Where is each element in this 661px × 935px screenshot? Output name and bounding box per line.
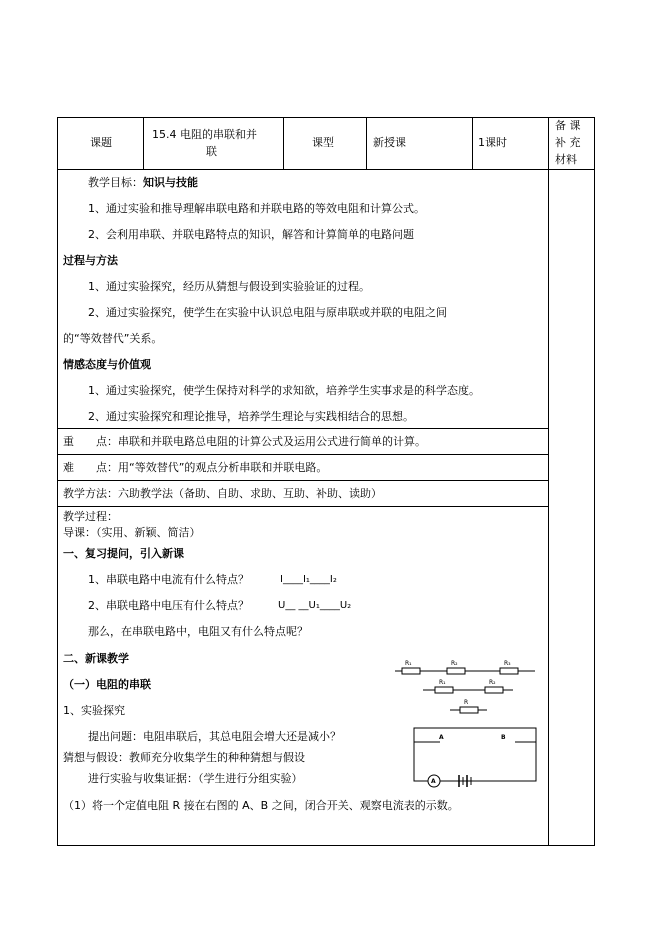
difficult-point-text: 用“等效替代”的观点分析串联和并联电路。 <box>118 461 328 474</box>
table-right-border <box>594 117 595 846</box>
label-r3-top: R₃ <box>504 660 511 667</box>
question-1: 1、串联电路中电流有什么特点？ <box>88 573 249 586</box>
process-intro: 导课：（实用、新颖、简洁） <box>63 526 201 539</box>
section-1-heading: 一、复习提问，引入新课 <box>63 547 184 560</box>
difficult-bottom-border <box>57 480 548 481</box>
key-point-label: 重 点： <box>63 435 118 448</box>
label-r2-middle: R₂ <box>489 679 496 686</box>
label-r-single: R <box>464 699 469 706</box>
hypothesis: 猜想与假设：教师充分收集学生的种种猜想与假设 <box>63 751 305 764</box>
header-divider-3 <box>366 117 367 169</box>
conduct-experiment: 进行实验与收集证据：（学生进行分组实验） <box>88 772 303 785</box>
table-top-border <box>57 117 595 118</box>
objectives-bottom-border <box>57 428 548 429</box>
key-point-text: 串联和并联电路总电阻的计算公式及运用公式进行简单的计算。 <box>118 435 426 448</box>
process-heading: 教学过程： <box>63 510 118 523</box>
question-2-formula: U__ __U₁____U₂ <box>278 600 352 611</box>
header-topic-title-line2: 联 <box>206 145 217 158</box>
key-point-row <box>63 435 426 449</box>
label-r1-middle: R₁ <box>439 679 446 686</box>
header-notes-line2: 补 充 <box>555 136 581 149</box>
header-bottom-border <box>57 169 595 170</box>
ask-question: 提出问题：电阻串联后，其总电阻会增大还是减小？ <box>88 730 341 743</box>
section-2-heading: 二、新课教学 <box>63 652 129 665</box>
circuit-loop <box>414 728 536 781</box>
header-divider-4 <box>472 117 473 169</box>
objectives-heading-knowledge: 知识与技能 <box>143 176 198 189</box>
header-periods: 1课时 <box>478 136 507 149</box>
question-1-formula: I____I₁____I₂ <box>280 574 337 585</box>
table-bottom-border <box>57 845 595 846</box>
header-divider-1 <box>143 117 144 169</box>
objective-emotion-1: 1、通过实验探究，使学生保持对科学的求知欲，培养学生实事求是的科学态度。 <box>88 384 480 397</box>
experiment-step-1: （1）将一个定值电阻 R 接在右图的 A、B 之间，闭合开关、观察电流表的示数。 <box>63 799 459 812</box>
question-3: 那么，在串联电路中，电阻又有什么特点呢？ <box>88 625 308 638</box>
process-method-heading: 过程与方法 <box>63 254 118 267</box>
label-point-a: A <box>439 734 444 741</box>
table-left-border <box>57 117 58 846</box>
resistor-r-single <box>460 707 478 713</box>
experiment-heading: 1、实验探究 <box>63 704 125 717</box>
header-divider-2 <box>283 117 284 169</box>
objectives-heading-prefix: 教学目标： <box>88 176 143 189</box>
objective-knowledge-2: 2、会利用串联、并联电路特点的知识，解答和计算简单的电路问题 <box>88 228 414 241</box>
objectives-heading <box>88 176 198 190</box>
objective-process-2-cont: 的“等效替代”关系。 <box>63 332 163 345</box>
header-notes-line3: 材料 <box>555 153 577 166</box>
label-r1-top: R₁ <box>405 660 412 667</box>
difficult-point-row <box>63 461 327 475</box>
circuit-figure <box>395 655 545 795</box>
header-topic-label: 课题 <box>90 136 112 149</box>
header-type-label: 课型 <box>312 136 334 149</box>
notes-column-divider <box>548 117 549 846</box>
resistor-r3-top <box>500 668 518 674</box>
label-ammeter: A <box>431 778 436 785</box>
resistor-r2-top <box>447 668 465 674</box>
label-r2-top: R₂ <box>451 660 458 667</box>
label-point-b: B <box>501 734 506 741</box>
resistor-r1-top <box>402 668 420 674</box>
objective-emotion-2: 2、通过实验探究和理论推导，培养学生理论与实践相结合的思想。 <box>88 410 414 423</box>
resistor-r2-middle <box>485 687 503 693</box>
subsection-series: （一）电阻的串联 <box>63 678 151 691</box>
keypoint-bottom-border <box>57 454 548 455</box>
method-bottom-border <box>57 506 548 507</box>
header-topic-title-line1: 15.4 电阻的串联和并 <box>152 128 257 141</box>
header-type-value: 新授课 <box>373 136 406 149</box>
objective-process-1: 1、通过实验探究，经历从猜想与假设到实验验证的过程。 <box>88 280 370 293</box>
header-notes-line1: 备 课 <box>555 119 581 132</box>
question-2: 2、串联电路中电压有什么特点？ <box>88 599 249 612</box>
objective-process-2: 2、通过实验探究，使学生在实验中认识总电阻与原串联或并联的电阻之间 <box>88 306 447 319</box>
objective-knowledge-1: 1、通过实验和推导理解串联电路和并联电路的等效电阻和计算公式。 <box>88 202 425 215</box>
teaching-method: 教学方法：六助教学法（备助、自助、求助、互助、补助、读助） <box>63 487 382 500</box>
difficult-point-label: 难 点： <box>63 461 118 474</box>
resistor-r1-middle <box>435 687 453 693</box>
emotion-heading: 情感态度与价值观 <box>63 358 151 371</box>
